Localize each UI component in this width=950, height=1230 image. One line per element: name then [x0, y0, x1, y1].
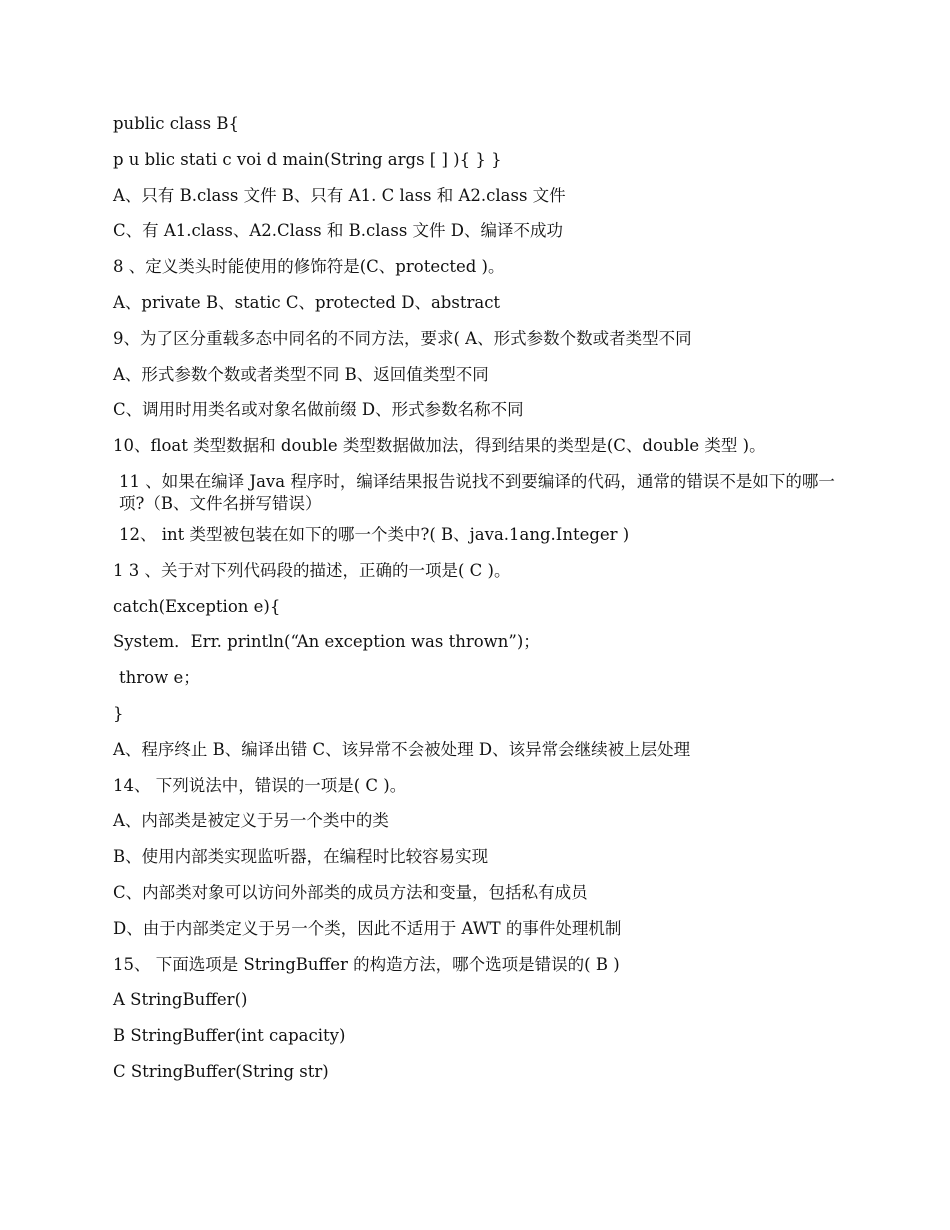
text-line: 14、 下列说法中，错误的一项是( C )。	[113, 775, 407, 795]
text-line: A、程序终止 B、编译出错 C、该异常不会被处理 D、该异常会继续被上层处理	[113, 739, 691, 759]
text-line: A、只有 B.class 文件 B、只有 A1. C lass 和 A2.class 文件	[113, 185, 566, 205]
text-line: A、形式参数个数或者类型不同 B、返回值类型不同	[113, 364, 489, 384]
code-line: throw e；	[119, 668, 200, 688]
text-line: A、内部类是被定义于另一个类中的类	[113, 811, 389, 831]
text-line: p u blic stati c voi d main(String args [ ] ){ } }	[113, 149, 502, 169]
text-line: 12、 int 类型被包装在如下的哪一个类中?( B、java.1ang.Integer )	[119, 524, 630, 544]
text-line: 10、float 类型数据和 double 类型数据做加法，得到结果的类型是(C、double 类型 )。	[113, 436, 766, 456]
text-paragraph: 11 、如果在编译 Java 程序时，编译结果报告说找不到要编译的代码，通常的错误不是如下的哪一项?（B、文件名拼写错误）	[119, 471, 835, 513]
code-line: catch(Exception e){	[113, 596, 281, 616]
text-line: C、内部类对象可以访问外部类的成员方法和变量，包括私有成员	[113, 882, 588, 902]
text-line: A、private B、static C、protected D、abstract	[113, 292, 501, 312]
text-line: A StringBuffer()	[113, 990, 248, 1010]
code-line: }	[113, 703, 124, 723]
text-line: D、由于内部类定义于另一个类，因此不适用于 AWT 的事件处理机制	[113, 918, 622, 938]
text-line: C StringBuffer(String str)	[113, 1061, 329, 1081]
text-line: C、调用时用类名或对象名做前缀 D、形式参数名称不同	[113, 400, 524, 420]
text-line: B StringBuffer(int capacity)	[113, 1026, 346, 1046]
text-line: 15、 下面选项是 StringBuffer 的构造方法，哪个选项是错误的( B )	[113, 954, 620, 974]
text-line: public class B{	[113, 114, 239, 133]
document-body	[113, 113, 843, 1097]
text-line: B、使用内部类实现监听器，在编程时比较容易实现	[113, 847, 489, 867]
code-line: System．Err. println(“An exception was thrown”)；	[113, 632, 540, 652]
text-line: 9、为了区分重载多态中同名的不同方法，要求( A、形式参数个数或者类型不同	[113, 328, 692, 348]
text-line: 1 3 、关于对下列代码段的描述，正确的一项是( C )。	[113, 560, 511, 580]
text-line: 8 、定义类头时能使用的修饰符是(C、protected )。	[113, 257, 505, 277]
text-line: C、有 A1.class、A2.Class 和 B.class 文件 D、编译不成功	[113, 221, 564, 241]
